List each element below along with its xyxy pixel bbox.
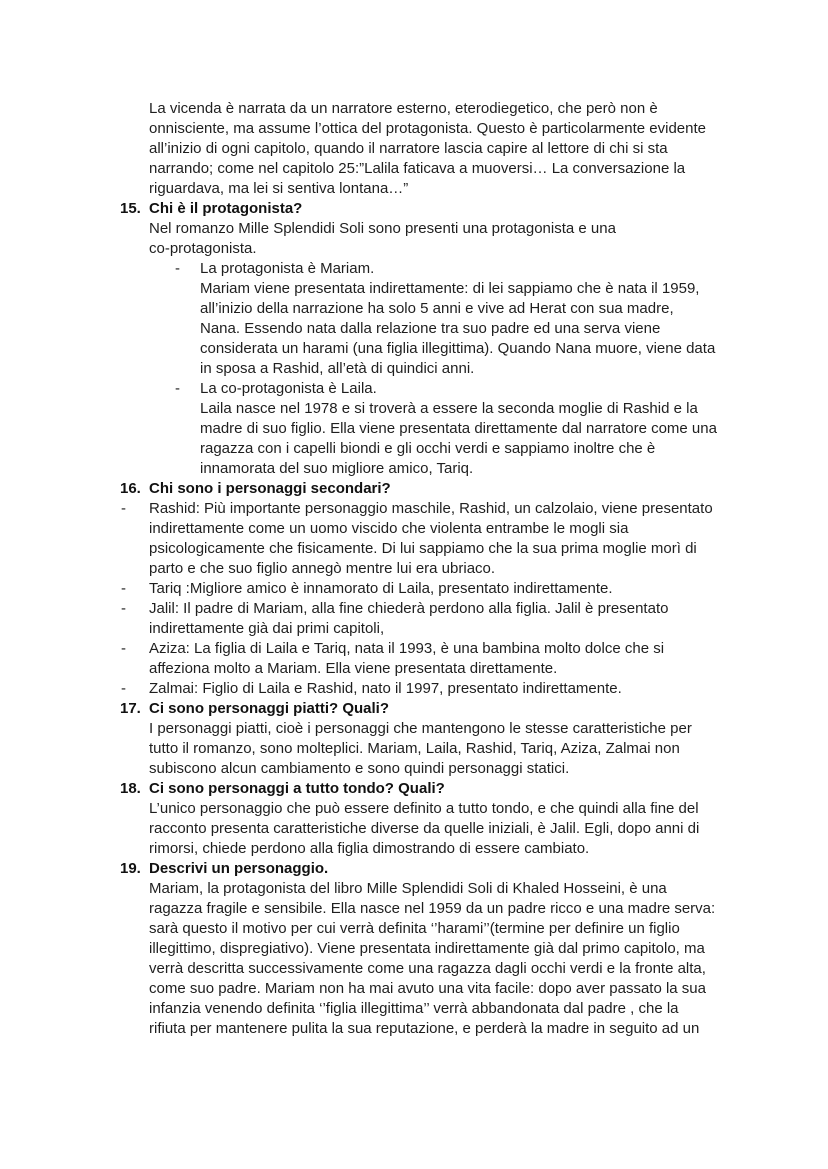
text-line: all’inizio della narrazione ha solo 5 anni e vive ad Herat con sua madre, (200, 300, 674, 317)
text-line: infanzia venendo definita ‘’figlia illegittima’’ verrà abbandonata dal padre , che la (149, 1000, 679, 1017)
question-number: 18. (120, 780, 141, 797)
text-line: Rashid: Più importante personaggio maschile, Rashid, un calzolaio, viene presentato (149, 500, 713, 517)
intro-paragraph (149, 99, 734, 199)
question-title: Descrivi un personaggio. (149, 860, 329, 877)
bullet-dash: - (175, 260, 180, 277)
document-page (0, 99, 828, 1039)
bullet-dash: - (121, 600, 126, 617)
question-number: 15. (120, 200, 141, 217)
bullet-dash: - (121, 680, 126, 697)
co-protagonist-item (175, 379, 734, 479)
text-line: rimorsi, chiede perdono alla figlia dimostrando di essere cambiato. (149, 840, 590, 857)
text-line: Zalmai: Figlio di Laila e Rashid, nato il 1997, presentato indirettamente. (149, 680, 622, 697)
text-line: indirettamente come un uomo viscido che violenta entrambe le mogli sia (149, 520, 629, 537)
text-line: co-protagonista. (149, 240, 257, 257)
text-line: Tariq :Migliore amico è innamorato di Laila, presentato indirettamente. (149, 580, 613, 597)
text-line: affeziona molto a Mariam. Ella viene presentata direttamente. (149, 660, 558, 677)
text-line: racconto presenta caratteristiche diverse da quelle iniziali, è Jalil. Egli, dopo anni di (149, 820, 700, 837)
text-line: narrando; come nel capitolo 25:”Lalila faticava a muoversi… La conversazione la (149, 160, 686, 177)
bullet-dash: - (121, 640, 126, 657)
question-15-heading (120, 199, 828, 219)
text-line: Nel romanzo Mille Splendidi Soli sono presenti una protagonista e una (149, 220, 616, 237)
text-line: parto e che suo figlio annegò mentre lui era ubriaco. (149, 560, 496, 577)
text-line: I personaggi piatti, cioè i personaggi che mantengono le stesse caratteristiche per (149, 720, 692, 737)
question-title: Chi è il protagonista? (149, 200, 303, 217)
question-title: Chi sono i personaggi secondari? (149, 480, 391, 497)
character-rashid (121, 499, 734, 579)
character-tariq (121, 579, 734, 599)
text-line: verrà descritta successivamente come una ragazza dagli occhi verdi e la fronte alta, (149, 960, 706, 977)
text-line: Mariam, la protagonista del libro Mille Splendidi Soli di Khaled Hosseini, è una (149, 880, 667, 897)
text-line: indirettamente già dai primi capitoli, (149, 620, 385, 637)
text-line: La vicenda è narrata da un narratore esterno, eterodiegetico, che però non è (149, 100, 658, 117)
text-line: La co-protagonista è Laila. (200, 380, 377, 397)
text-line: Laila nasce nel 1978 e si troverà a essere la seconda moglie di Rashid e la (200, 400, 698, 417)
text-line: rifiuta per mantenere pulita la sua reputazione, e perderà la madre in seguito ad un (149, 1020, 700, 1037)
text-line: tutto il romanzo, sono molteplici. Mariam, Laila, Rashid, Tariq, Aziza, Zalmai non (149, 740, 680, 757)
text-line: Aziza: La figlia di Laila e Tariq, nata il 1993, è una bambina molto dolce che si (149, 640, 665, 657)
text-line: considerata un harami (una figlia illegittima). Quando Nana muore, viene data (200, 340, 716, 357)
text-line: onnisciente, ma assume l’ottica del protagonista. Questo è particolarmente evidente (149, 120, 706, 137)
text-line: come suo padre. Mariam non ha mai avuto una vita facile: dopo aver passato la sua (149, 980, 706, 997)
question-19-answer (149, 879, 734, 1039)
text-line: sarà questo il motivo per cui verrà definita ‘’harami’’(termine per definire un figlio (149, 920, 680, 937)
text-line: Jalil: Il padre di Mariam, alla fine chiederà perdono alla figlia. Jalil è presentato (149, 600, 669, 617)
text-line: L’unico personaggio che può essere definito a tutto tondo, e che quindi alla fine del (149, 800, 699, 817)
question-17-heading (120, 699, 828, 719)
question-18-answer (149, 799, 734, 859)
text-line: innamorata del suo migliore amico, Tariq. (200, 460, 474, 477)
character-jalil (121, 599, 734, 639)
question-title: Ci sono personaggi a tutto tondo? Quali? (149, 780, 445, 797)
character-zalmai (121, 679, 734, 699)
question-number: 17. (120, 700, 141, 717)
text-line: ragazza fragile e sensibile. Ella nasce nel 1959 da un padre ricco e una madre serva: (149, 900, 716, 917)
text-line: ragazza con i capelli biondi e gli occhi verdi e sappiamo inoltre che è (200, 440, 656, 457)
text-line: psicologicamente che fisicamente. Di lui sappiamo che la sua prima moglie morì di (149, 540, 697, 557)
text-line: subiscono alcun cambiamento e sono quindi personaggi statici. (149, 760, 570, 777)
bullet-dash: - (121, 580, 126, 597)
bullet-dash: - (175, 380, 180, 397)
text-line: all’inizio di ogni capitolo, quando il narratore lascia capire al lettore di chi si sta (149, 140, 668, 157)
character-aziza (121, 639, 734, 679)
text-line: madre di suo figlio. Ella viene presentata direttamente dal narratore come una (200, 420, 717, 437)
text-line: riguardava, ma lei si sentiva lontana…” (149, 180, 409, 197)
protagonist-item (175, 259, 734, 379)
text-line: in sposa a Rashid, all’età di quindici anni. (200, 360, 475, 377)
question-17-answer (149, 719, 734, 779)
question-number: 16. (120, 480, 141, 497)
question-18-heading (120, 779, 828, 799)
bullet-dash: - (121, 500, 126, 517)
question-16-heading (120, 479, 828, 499)
question-19-heading (120, 859, 828, 879)
question-15-answer (149, 219, 629, 259)
text-line: La protagonista è Mariam. (200, 260, 375, 277)
question-number: 19. (120, 860, 141, 877)
text-line: Nana. Essendo nata dalla relazione tra suo padre ed una serva viene (200, 320, 661, 337)
text-line: illegittimo, dispregiativo). Viene presentata indirettamente già dal primo capitolo, ma (149, 940, 705, 957)
text-line: Mariam viene presentata indirettamente: di lei sappiamo che è nata il 1959, (200, 280, 700, 297)
question-title: Ci sono personaggi piatti? Quali? (149, 700, 390, 717)
